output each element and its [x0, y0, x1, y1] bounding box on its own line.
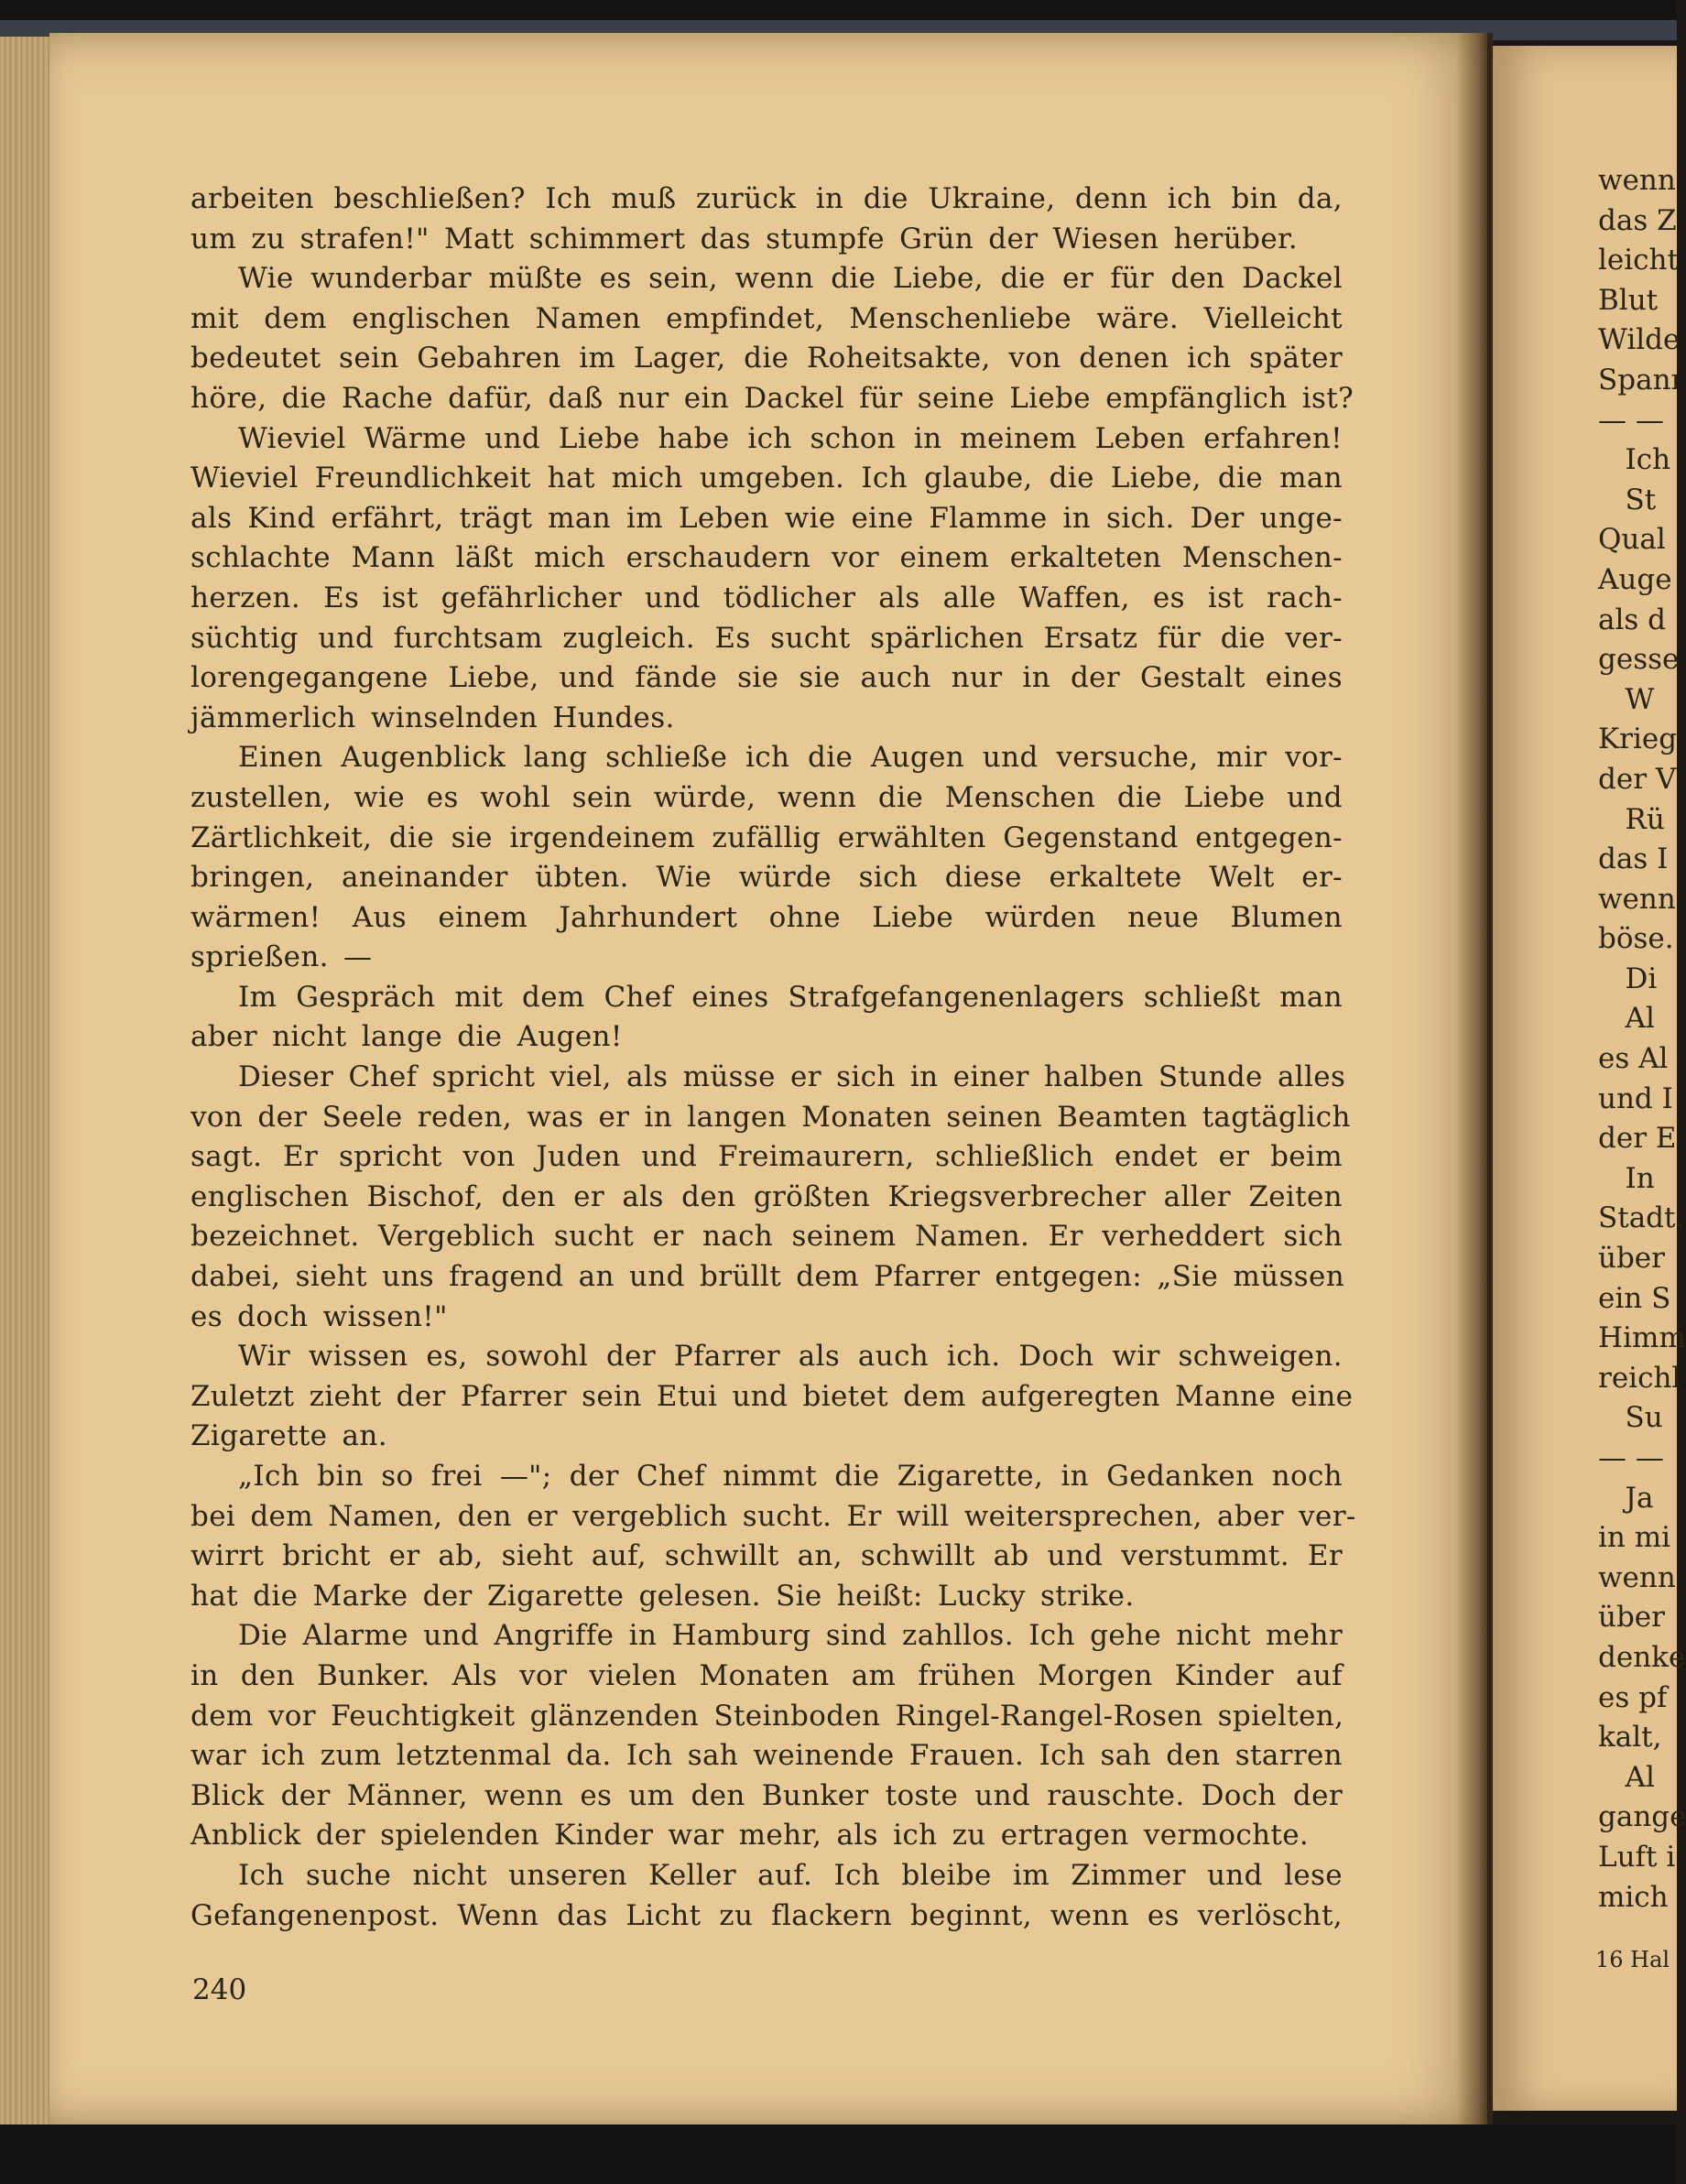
fragment-line: Blut	[1598, 283, 1659, 317]
fragment-line: das I	[1598, 842, 1669, 876]
text-line: dabei, sieht uns fragend an und brüllt dem Pfarrer entgegen: „Sie müssen	[190, 1260, 1345, 1294]
right-page-body-text	[1598, 161, 1686, 1918]
text-line: Zigarette an.	[190, 1419, 387, 1453]
book-gutter	[1456, 33, 1493, 2124]
text-line: jämmerlich winselnden Hundes.	[190, 701, 675, 734]
text-line: es doch wissen!"	[190, 1299, 448, 1333]
text-line: Ich suche nicht unseren Keller auf. Ich bleibe im Zimmer und lese	[238, 1858, 1343, 1892]
text-line: bringen, aneinander übten. Wie würde sich diese erkaltete Welt er-	[190, 861, 1343, 895]
fragment-line: das Z	[1598, 203, 1677, 237]
fragment-line: Wilde	[1598, 323, 1681, 357]
text-line: Wie wunderbar müßte es sein, wenn die Liebe, die er für den Dackel	[238, 262, 1343, 296]
text-line: bezeichnet. Vergeblich sucht er nach seinem Namen. Er verheddert sich	[190, 1220, 1343, 1254]
fragment-line: Stadt.	[1598, 1201, 1685, 1235]
text-line: schlachte Mann läßt mich erschaudern vor einem erkalteten Menschen-	[190, 541, 1343, 575]
text-line: um zu strafen!" Matt schimmert das stumpfe Grün der Wiesen herüber.	[190, 222, 1299, 255]
fragment-line: in mi	[1598, 1521, 1671, 1555]
fragment-line: reichl	[1598, 1361, 1681, 1395]
text-line: sprießen. —	[190, 940, 373, 974]
fragment-line: Auge	[1598, 562, 1672, 596]
fragment-line: Krieg	[1598, 723, 1678, 756]
fragment-line: als d	[1598, 603, 1667, 636]
text-line: sagt. Er spricht von Juden und Freimaurern, schließlich endet er beim	[190, 1140, 1343, 1174]
fragment-line: Su	[1598, 1401, 1663, 1435]
text-line: hat die Marke der Zigarette gelesen. Sie heißt: Lucky strike.	[190, 1579, 1135, 1613]
fragment-line: wenn	[1598, 1560, 1676, 1594]
fragment-line: denke	[1598, 1640, 1686, 1674]
text-line: Anblick der spielenden Kinder war mehr, als ich zu ertragen vermochte.	[190, 1819, 1310, 1853]
text-line: höre, die Rache dafür, daß nur ein Dackel für seine Liebe empfänglich ist?	[190, 381, 1354, 415]
text-line: Zärtlichkeit, die sie irgendeinem zufällig erwählten Gegenstand entgegen-	[190, 820, 1343, 854]
fragment-line: Rü	[1598, 802, 1665, 836]
fragment-line: mich	[1598, 1880, 1669, 1914]
text-line: wärmen! Aus einem Jahrhundert ohne Liebe würden neue Blumen	[190, 900, 1343, 934]
right-page-footer: 16 Hal	[1595, 1947, 1670, 1972]
text-line: Blick der Männer, wenn es um den Bunker toste und rauschte. Doch der	[190, 1778, 1343, 1812]
fragment-line: In	[1598, 1161, 1655, 1195]
text-line: Wir wissen es, sowohl der Pfarrer als auch ich. Doch wir schweigen.	[238, 1340, 1343, 1374]
fragment-line: leicht	[1598, 244, 1679, 277]
fragment-line: Al	[1598, 1002, 1655, 1036]
fragment-line: ein S	[1598, 1281, 1671, 1315]
text-line: wirrt bricht er ab, sieht auf, schwillt an, schwillt ab und verstummt. Er	[190, 1539, 1343, 1573]
fragment-line: gange	[1598, 1800, 1686, 1834]
fragment-line: über	[1598, 1601, 1665, 1635]
fragment-line: Ja	[1598, 1481, 1654, 1515]
fragment-line: — —	[1598, 403, 1664, 437]
text-line: mit dem englischen Namen empfindet, Menschenliebe wäre. Vielleicht	[190, 301, 1343, 335]
text-line: arbeiten beschließen? Ich muß zurück in die Ukraine, denn ich bin da,	[190, 182, 1343, 215]
text-line: Gefangenenpost. Wenn das Licht zu flackern beginnt, wenn es verlöscht,	[190, 1898, 1343, 1932]
text-line: Wieviel Freundlichkeit hat mich umgeben. Ich glaube, die Liebe, die man	[190, 462, 1343, 495]
fragment-line: es Al	[1598, 1042, 1669, 1076]
fragment-line: kalt,	[1598, 1721, 1662, 1755]
fragment-line: über	[1598, 1242, 1665, 1276]
left-page-body-text	[190, 179, 1356, 1936]
text-line: lorengegangene Liebe, und fände sie sie auch nur in der Gestalt eines	[190, 661, 1343, 695]
text-line: bei dem Namen, den er vergeblich sucht. Er will weitersprechen, aber ver-	[190, 1499, 1356, 1533]
page-stack-edges	[0, 37, 53, 2124]
fragment-line: — —	[1598, 1441, 1664, 1474]
fragment-line: und I	[1598, 1081, 1673, 1115]
fragment-line: Ich	[1598, 443, 1671, 477]
text-line: zustellen, wie es wohl sein würde, wenn die Menschen die Liebe und	[190, 780, 1343, 814]
text-line: Einen Augenblick lang schließe ich die Augen und versuche, mir vor-	[238, 741, 1343, 775]
fragment-line: Spanı	[1598, 363, 1681, 397]
fragment-line: Himm	[1598, 1321, 1686, 1355]
text-line: englischen Bischof, den er als den größten Kriegsverbrecher aller Zeiten	[190, 1179, 1343, 1213]
fragment-line: der E	[1598, 1122, 1677, 1156]
scan-background-bottom	[0, 2124, 1677, 2184]
text-line: süchtig und furchtsam zugleich. Es sucht spärlichen Ersatz für die ver-	[190, 621, 1343, 655]
text-line: bedeutet sein Gebahren im Lager, die Roheitsakte, von denen ich später	[190, 342, 1343, 375]
text-line: als Kind erfährt, trägt man im Leben wie eine Flamme in sich. Der unge-	[190, 501, 1343, 535]
text-line: Wieviel Wärme und Liebe habe ich schon in meinem Leben erfahren!	[238, 421, 1343, 455]
text-line: von der Seele reden, was er in langen Monaten seinen Beamten tagtäglich	[190, 1100, 1351, 1134]
text-line: dem vor Feuchtigkeit glänzenden Steinboden Ringel-Rangel-Rosen spielten,	[190, 1699, 1344, 1733]
fragment-line: Qual	[1598, 523, 1666, 557]
text-line: war ich zum letztenmal da. Ich sah weinende Frauen. Ich sah den starren	[190, 1739, 1343, 1773]
fragment-line: der V	[1598, 762, 1677, 796]
text-line: Im Gespräch mit dem Chef eines Strafgefangenenlagers schließt man	[238, 980, 1343, 1014]
page-number: 240	[192, 1973, 247, 2006]
text-line: Zuletzt zieht der Pfarrer sein Etui und bietet dem aufgeregten Manne eine	[190, 1379, 1354, 1413]
text-line: aber nicht lange die Augen!	[190, 1020, 623, 1054]
fragment-line: Luft i	[1598, 1840, 1676, 1874]
fragment-line: Al	[1598, 1760, 1655, 1794]
text-line: Die Alarme und Angriffe in Hamburg sind zahllos. Ich gehe nicht mehr	[238, 1619, 1343, 1653]
fragment-line: böse.	[1598, 922, 1674, 956]
fragment-line: St	[1598, 483, 1657, 516]
text-line: in den Bunker. Als vor vielen Monaten am frühen Morgen Kinder auf	[190, 1658, 1343, 1692]
text-line: „Ich bin so frei —"; der Chef nimmt die Zigarette, in Gedanken noch	[238, 1460, 1343, 1493]
fragment-line: W	[1598, 682, 1655, 716]
fragment-line: wenn	[1598, 164, 1676, 197]
fragment-line: wenn	[1598, 882, 1676, 916]
fragment-line: es pf	[1598, 1680, 1668, 1714]
text-line: herzen. Es ist gefährlicher und tödlicher als alle Waffen, es ist rach-	[190, 581, 1343, 614]
fragment-line: gesse	[1598, 643, 1680, 677]
fragment-line: Di	[1598, 962, 1658, 995]
text-line: Dieser Chef spricht viel, als müsse er sich in einer halben Stunde alles	[238, 1060, 1346, 1094]
